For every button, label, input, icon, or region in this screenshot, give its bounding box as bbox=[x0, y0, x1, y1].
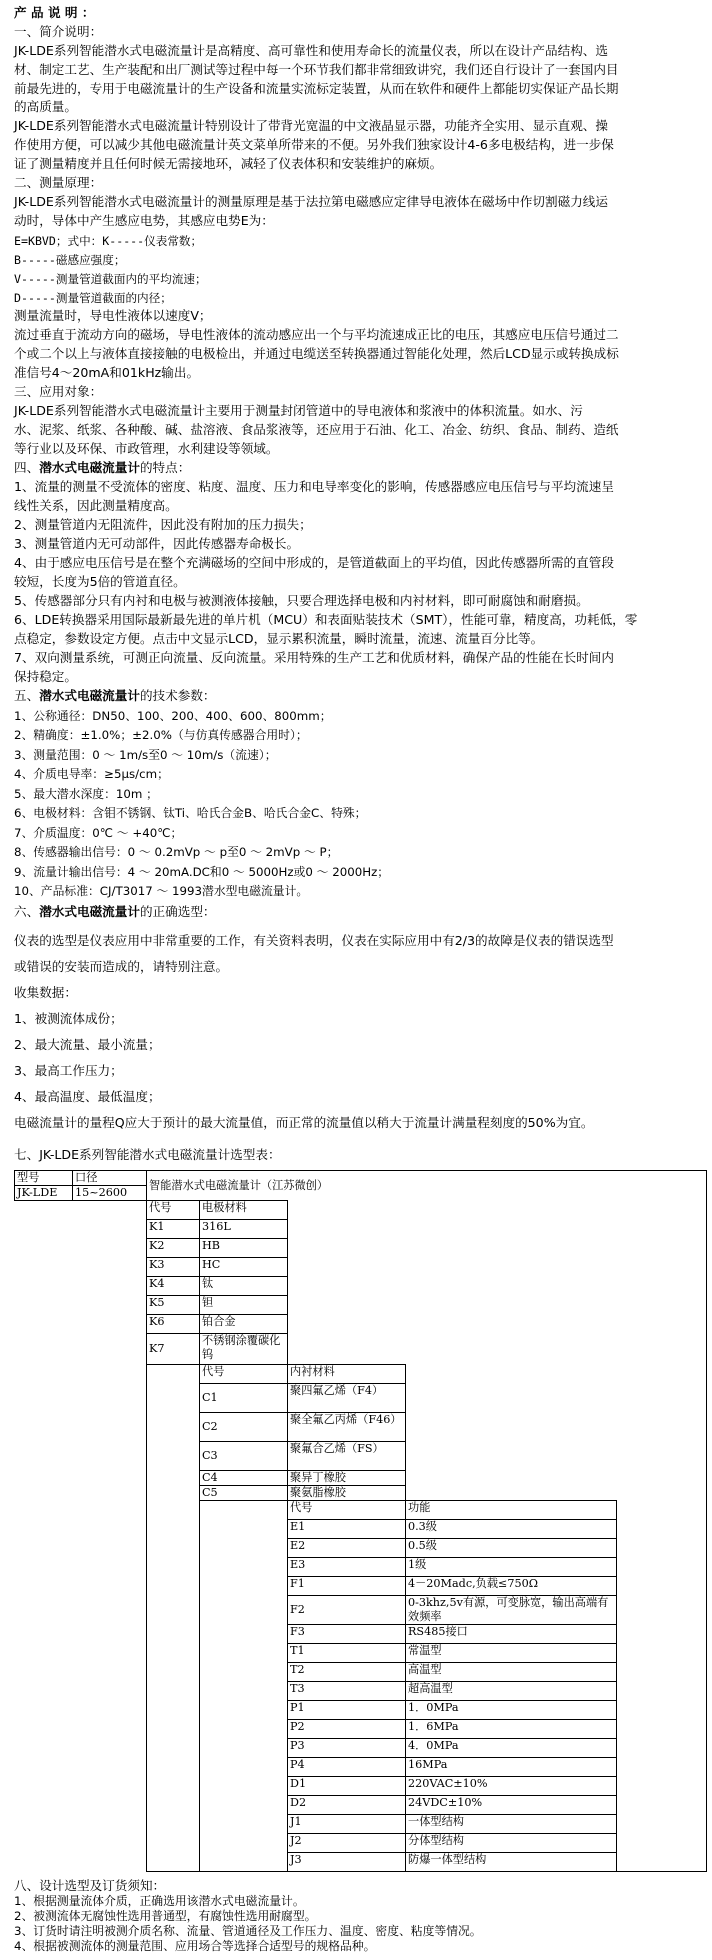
order-item: 4、根据被测流体的测量范围、应用场合等选择合适型号的规格品种。 bbox=[14, 1939, 376, 1953]
collect-item: 2、最大流量、最小流量； bbox=[14, 1037, 161, 1052]
electrode-code-cell: K5 bbox=[147, 1296, 200, 1315]
spec-item: 5、最大潜水深度：10m ； bbox=[14, 787, 158, 801]
electrode-code-cell: K4 bbox=[147, 1277, 200, 1296]
electrode-code-cell: K3 bbox=[147, 1258, 200, 1277]
lining-name-cell: 聚四氟乙烯（F4） bbox=[288, 1384, 406, 1413]
electrode-code-cell: K7 bbox=[147, 1334, 200, 1365]
table-row bbox=[15, 1442, 707, 1471]
table-row bbox=[15, 1720, 707, 1739]
table-row bbox=[15, 1682, 707, 1701]
table-row bbox=[15, 1258, 707, 1277]
electrode-code-cell: K6 bbox=[147, 1315, 200, 1334]
collect-item: 3、最高工作压力； bbox=[14, 1063, 123, 1078]
order-item: 2、被测流体无腐蚀性选用普通型，有腐蚀性选用耐腐型。 bbox=[14, 1909, 317, 1923]
table-row bbox=[15, 1558, 707, 1577]
table-row bbox=[15, 1701, 707, 1720]
s1-line: JK-LDE系列智能潜水式电磁流量计是高精度、高可靠性和使用寿命长的流量仪表，所以在设计产品结构、选 bbox=[14, 43, 608, 58]
spec-item: 6、电极材料：含钼不锈钢、钛Ti、哈氏合金B、哈氏合金C、特殊； bbox=[14, 806, 367, 820]
title-emphasis: 潜水式电磁流量计 bbox=[39, 904, 140, 919]
electrode-code-cell: K1 bbox=[147, 1220, 200, 1239]
function-code-cell: F2 bbox=[288, 1596, 406, 1625]
title-prefix: 四、 bbox=[14, 460, 40, 475]
s1-line: JK-LDE系列智能潜水式电磁流量计特别设计了带背光宽温的中文液晶显示器，功能齐全实用、显示直观、操 bbox=[14, 118, 608, 133]
s1-line: 证了测量精度并且任何时候无需接地环，减轻了仪表体积和安装维护的麻烦。 bbox=[14, 156, 443, 171]
table-row bbox=[15, 1644, 707, 1663]
feature-item: 4、由于感应电压信号是在整个充满磁场的空间中形成的，是管道截面上的平均值，因此传感器所需的直管段 bbox=[14, 555, 614, 570]
range-note: 电磁流量计的量程Q应大于预计的最大流量值，而正常的流量值以稍大于流量计满量程刻度的50%为宜。 bbox=[14, 1115, 594, 1130]
s1-line: 前最先进的，专用于电磁流量计的生产设备和流量实流标定装置，从而在软件和硬件上都能切实保证产品长期 bbox=[14, 81, 619, 96]
spec-item: 10、产品标准：CJ/T3017 ～ 1993潜水型电磁流量计。 bbox=[14, 884, 309, 898]
section-2-title: 二、测量原理： bbox=[14, 175, 103, 190]
function-name-cell: 分体型结构 bbox=[406, 1834, 617, 1853]
function-code-cell: T3 bbox=[288, 1682, 406, 1701]
table-row bbox=[15, 1577, 707, 1596]
lining-code-cell: C4 bbox=[200, 1471, 288, 1486]
s1-line: 材、制定工艺、生产装配和出厂测试等过程中每一个环节我们都非常细致讲究，我们还自行设计了一套国内目 bbox=[14, 62, 619, 77]
s2-line: 测量流量时，导电性液体以速度V； bbox=[14, 308, 212, 323]
table-row bbox=[15, 1663, 707, 1682]
title-suffix: 的技术参数： bbox=[139, 688, 216, 703]
function-name-cell: 常温型 bbox=[406, 1644, 617, 1663]
feature-item: 较短，长度为5倍的管道直径。 bbox=[14, 574, 186, 589]
feature-item: 6、LDE转换器采用国际最新最先进的单片机（MCU）和表面贴装技术（SMT），性能可靠，精度高，功耗低，零 bbox=[14, 612, 638, 627]
table-row bbox=[15, 1758, 707, 1777]
function-name-cell: 220VAC±10% bbox=[406, 1777, 617, 1796]
s3-line: 等行业以及环保、市政管理，水利建设等领域。 bbox=[14, 441, 279, 456]
section-5-title bbox=[14, 687, 216, 705]
caliber-header-cell: 口径 bbox=[73, 1171, 147, 1186]
table-row bbox=[15, 1520, 707, 1539]
formula-line: V-----测量管道截面内的平均流速； bbox=[14, 272, 207, 286]
feature-item: 5、传感器部分只有内衬和电极与被测液体接触，只要合理选择电极和内衬材料，即可耐腐蚀和耐磨损。 bbox=[14, 593, 589, 608]
feature-item: 7、双向测量系统，可测正向流量、反向流量。采用特殊的生产工艺和优质材料，确保产品的性能在长时间内 bbox=[14, 650, 614, 665]
feature-item: 线性关系，因此测量精度高。 bbox=[14, 498, 178, 513]
table-row bbox=[15, 1739, 707, 1758]
s3-line: JK-LDE系列智能潜水式电磁流量计主要用于测量封闭管道中的导电液体和浆液中的体积流量。如水、污 bbox=[14, 403, 583, 418]
table-row bbox=[15, 1296, 707, 1315]
order-item: 3、订货时请注明被测介质名称、流量、管道通径及工作压力、温度、密度、粘度等情况。 bbox=[14, 1924, 482, 1938]
function-name-cell: 一体型结构 bbox=[406, 1815, 617, 1834]
function-code-cell: J3 bbox=[288, 1853, 406, 1872]
section-6-title bbox=[14, 903, 216, 921]
table-row bbox=[15, 1796, 707, 1815]
function-name-cell: 4－20Madc,负载≤750Ω bbox=[406, 1577, 617, 1596]
lining-name-cell: 聚氟合乙烯（FS） bbox=[288, 1442, 406, 1471]
function-name-cell: 防爆一体型结构 bbox=[406, 1853, 617, 1872]
table-row bbox=[15, 1384, 707, 1413]
model-cell: JK-LDE bbox=[15, 1186, 73, 1201]
function-code-cell: T2 bbox=[288, 1663, 406, 1682]
lining-name-cell: 聚氨脂橡胶 bbox=[288, 1486, 406, 1501]
caliber-cell: 15~2600 bbox=[73, 1186, 147, 1201]
title-suffix: 的特点： bbox=[139, 460, 191, 475]
spec-item: 3、测量范围：0 ～ 1m/s至0 ～ 10m/s（流速）； bbox=[14, 748, 277, 762]
electrode-name-cell: 不锈钢涂覆碳化钨 bbox=[200, 1334, 288, 1365]
table-row bbox=[15, 1413, 707, 1442]
table-row bbox=[15, 1834, 707, 1853]
model-header-cell: 型号 bbox=[15, 1171, 73, 1186]
title-emphasis: 潜水式电磁流量计 bbox=[39, 688, 140, 703]
section-4-title bbox=[14, 459, 190, 477]
function-code-cell: E2 bbox=[288, 1539, 406, 1558]
table-row bbox=[15, 1486, 707, 1501]
electrode-code-cell: K2 bbox=[147, 1239, 200, 1258]
s2-line: 个或二个以上与液体直接接触的电极检出，并通过电缆送至转换器通过智能化处理，然后LCD显示或转换成标 bbox=[14, 346, 619, 361]
table-row bbox=[15, 1334, 707, 1365]
electrode-name-cell: 钽 bbox=[200, 1296, 288, 1315]
section-8-title: 八、设计选型及订货须知： bbox=[14, 1878, 166, 1893]
function-code-cell: D2 bbox=[288, 1796, 406, 1815]
lining-code-cell: C2 bbox=[200, 1413, 288, 1442]
function-name-cell: 24VDC±10% bbox=[406, 1796, 617, 1815]
table-row bbox=[15, 1853, 707, 1872]
feature-item: 3、测量管道内无可动部件，因此传感器寿命极长。 bbox=[14, 536, 300, 551]
s2-line: JK-LDE系列智能潜水式电磁流量计的测量原理是基于法拉第电磁感应定律导电液体在磁场中作切割磁力线运 bbox=[14, 194, 608, 209]
spec-item: 8、传感器输出信号：0 ～ 0.2mVp ～ p至0 ～ 2mVp ～ P； bbox=[14, 845, 339, 859]
lining-code-cell: C1 bbox=[200, 1384, 288, 1413]
table-row bbox=[15, 1471, 707, 1486]
code-header-cell: 代号 bbox=[147, 1201, 200, 1220]
function-code-cell: P1 bbox=[288, 1701, 406, 1720]
lining-code-cell: C3 bbox=[200, 1442, 288, 1471]
function-code-cell: F3 bbox=[288, 1625, 406, 1644]
product-name-cell bbox=[147, 1171, 707, 1201]
function-name-cell: 1级 bbox=[406, 1558, 617, 1577]
collect-item: 4、最高温度、最低温度； bbox=[14, 1089, 161, 1104]
table-row bbox=[15, 1220, 707, 1239]
electrode-name-cell: 铂合金 bbox=[200, 1315, 288, 1334]
function-header-cell: 功能 bbox=[406, 1501, 617, 1520]
title-prefix: 六、 bbox=[14, 904, 40, 919]
spec-item: 2、精确度：±1.0%；±2.0%（与仿真传感器合用时）； bbox=[14, 728, 308, 742]
table-row bbox=[15, 1815, 707, 1834]
function-code-cell: P2 bbox=[288, 1720, 406, 1739]
formula-line: B-----磁感应强度； bbox=[14, 253, 126, 267]
electrode-header-cell: 电极材料 bbox=[200, 1201, 288, 1220]
order-item: 1、根据测量流体介质，正确选用该潜水式电磁流量计。 bbox=[14, 1894, 305, 1908]
function-code-cell: E1 bbox=[288, 1520, 406, 1539]
code-header-cell: 代号 bbox=[288, 1501, 406, 1520]
function-name-cell: 0.5级 bbox=[406, 1539, 617, 1558]
table-row bbox=[15, 1777, 707, 1796]
s1-line: 的高质量。 bbox=[14, 99, 77, 114]
s2-line: 准信号4～20mA和01kHz输出。 bbox=[14, 365, 200, 380]
lining-name-cell: 聚异丁橡胶 bbox=[288, 1471, 406, 1486]
spec-item: 1、公称通径：DN50、100、200、400、600、800mm； bbox=[14, 709, 332, 723]
table-row bbox=[15, 1239, 707, 1258]
table-row bbox=[15, 1625, 707, 1644]
function-name-cell: RS485接口 bbox=[406, 1625, 617, 1644]
function-name-cell: 高温型 bbox=[406, 1663, 617, 1682]
section-3-title: 三、应用对象： bbox=[14, 384, 103, 399]
feature-item: 点稳定，参数设定方便。点击中文显示LCD，显示累积流量，瞬时流量，流速、流量百分比等。 bbox=[14, 631, 544, 646]
electrode-name-cell: 316L bbox=[200, 1220, 288, 1239]
formula-line: E=KBVD；式中：K-----仪表常数； bbox=[14, 234, 203, 248]
function-code-cell: F1 bbox=[288, 1577, 406, 1596]
table-row bbox=[15, 1539, 707, 1558]
s6-line: 仪表的选型是仪表应用中非常重要的工作，有关资料表明，仪表在实际应用中有2/3的故障是仪表的错误选型 bbox=[14, 933, 614, 948]
function-name-cell: 1．0MPa bbox=[406, 1701, 617, 1720]
spec-item: 4、介质电导率：≥5μs/cm； bbox=[14, 767, 169, 781]
function-name-cell: 4．0MPa bbox=[406, 1739, 617, 1758]
page-heading: 产 品 说 明 ： bbox=[14, 5, 95, 20]
table-row bbox=[15, 1201, 707, 1220]
lining-name-cell: 聚全氟乙丙烯（F46） bbox=[288, 1413, 406, 1442]
table-row bbox=[15, 1171, 707, 1186]
product-name: 智能潜水式电磁流量计（江苏微创） bbox=[149, 1179, 329, 1192]
feature-item: 2、测量管道内无阻流件，因此没有附加的压力损失； bbox=[14, 517, 312, 532]
title-prefix: 五、 bbox=[14, 688, 40, 703]
function-name-cell: 0-3khz,5v有源，可变脉宽，输出高端有效频率 bbox=[406, 1596, 617, 1625]
function-code-cell: J1 bbox=[288, 1815, 406, 1834]
section-7-title: 七、JK-LDE系列智能潜水式电磁流量计选型表： bbox=[14, 1147, 281, 1162]
function-code-cell: T1 bbox=[288, 1644, 406, 1663]
function-name-cell: 超高温型 bbox=[406, 1682, 617, 1701]
function-code-cell: J2 bbox=[288, 1834, 406, 1853]
code-header-cell: 代号 bbox=[200, 1365, 288, 1384]
function-code-cell: P4 bbox=[288, 1758, 406, 1777]
selection-table bbox=[14, 1170, 707, 1872]
table-row bbox=[15, 1315, 707, 1334]
lining-header-cell: 内衬材料 bbox=[288, 1365, 406, 1384]
table-row bbox=[15, 1365, 707, 1384]
feature-item: 1、流量的测量不受流体的密度、粘度、温度、压力和电导率变化的影响，传感器感应电压信号与平均流速呈 bbox=[14, 479, 614, 494]
s2-line: 动时，导体中产生感应电势，其感应电势E为： bbox=[14, 213, 274, 228]
collect-item: 1、被测流体成份； bbox=[14, 1011, 123, 1026]
spec-item: 9、流量计输出信号：4 ～ 20mA.DC和0 ～ 5000Hz或0 ～ 2000Hz； bbox=[14, 865, 390, 879]
function-code-cell: D1 bbox=[288, 1777, 406, 1796]
lining-code-cell: C5 bbox=[200, 1486, 288, 1501]
feature-item: 保持稳定。 bbox=[14, 669, 77, 684]
function-name-cell: 1．6MPa bbox=[406, 1720, 617, 1739]
electrode-name-cell: HC bbox=[200, 1258, 288, 1277]
spec-item: 7、介质温度：0℃ ～ +40℃； bbox=[14, 826, 183, 840]
electrode-name-cell: HB bbox=[200, 1239, 288, 1258]
function-name-cell: 0.3级 bbox=[406, 1520, 617, 1539]
s6-line: 或错误的安装而造成的，请特别注意。 bbox=[14, 959, 229, 974]
s1-line: 作使用方便，可以减少其他电磁流量计英文菜单所带来的不便。另外我们独家设计4-6多电极结构，进一步保 bbox=[14, 137, 614, 152]
function-code-cell: E3 bbox=[288, 1558, 406, 1577]
electrode-name-cell: 钛 bbox=[200, 1277, 288, 1296]
s2-line: 流过垂直于流动方向的磁场，导电性液体的流动感应出一个与平均流速成正比的电压，其感应电压信号通过二 bbox=[14, 327, 619, 342]
table-row bbox=[15, 1277, 707, 1296]
table-row bbox=[15, 1596, 707, 1625]
table-row bbox=[15, 1501, 707, 1520]
title-suffix: 的正确选型： bbox=[139, 904, 216, 919]
title-emphasis: 潜水式电磁流量计 bbox=[39, 460, 140, 475]
s3-line: 水、泥浆、纸浆、各种酸、碱、盐溶液、食品浆液等，还应用于石油、化工、冶金、纺织、食品、制药、造纸 bbox=[14, 422, 619, 437]
function-code-cell: P3 bbox=[288, 1739, 406, 1758]
formula-line: D-----测量管道截面的内径； bbox=[14, 291, 172, 305]
function-name-cell: 16MPa bbox=[406, 1758, 617, 1777]
collect-title: 收集数据： bbox=[14, 985, 77, 1000]
section-1-title: 一、简介说明： bbox=[14, 24, 103, 39]
